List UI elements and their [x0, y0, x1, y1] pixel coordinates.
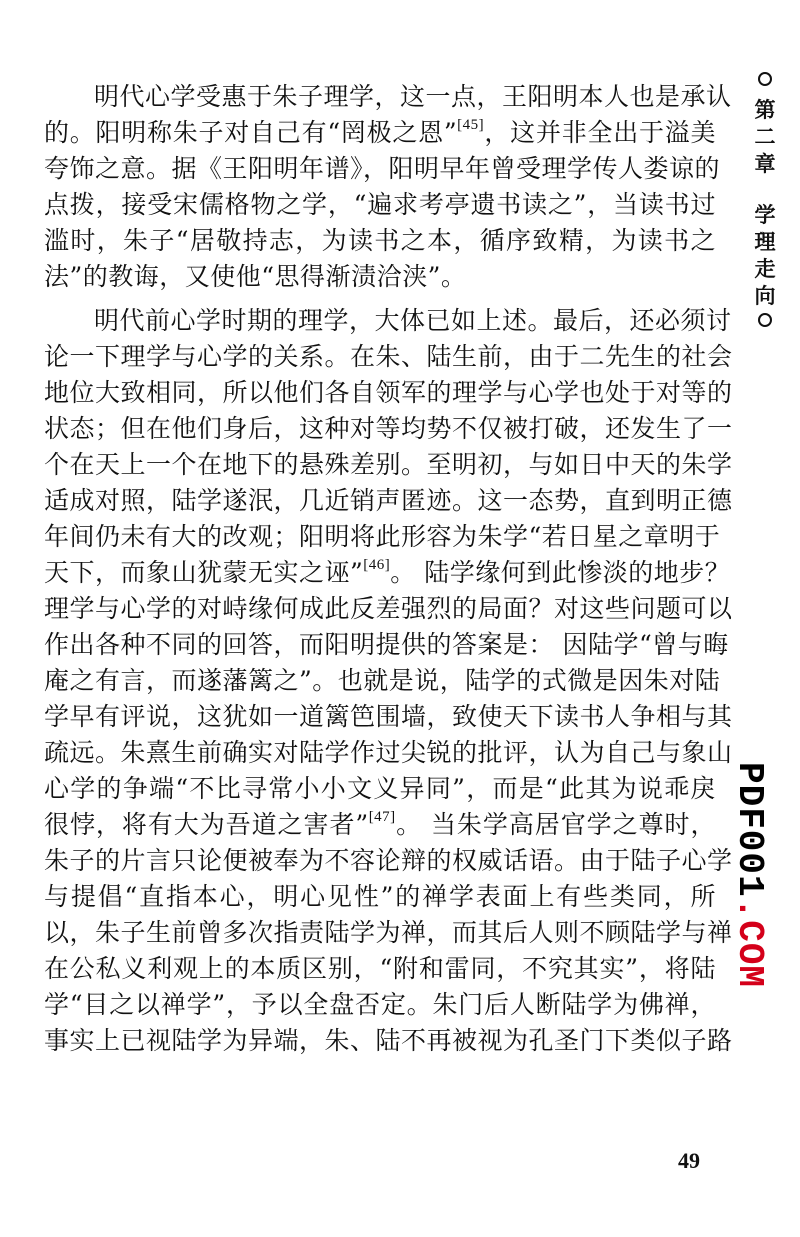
text-line: 年间仍未有大的改观；阳明将此形容为朱学“若日星之章明于 — [44, 522, 721, 551]
text-line: 作出各种不同的回答，而阳明提供的答案是： 因陆学“曾与晦 — [44, 630, 729, 659]
text-line: 个在天上一个在地下的悬殊差别。至明初，与如日中天的朱学 — [44, 450, 733, 479]
text-line: 点拨，接受宋儒格物之学，“遍求考亭遗书读之”，当读书过 — [44, 190, 716, 219]
text-line: 明代前心学时期的理学，大体已如上述。最后，还必须讨 — [94, 306, 732, 335]
text-line: 明代心学受惠于朱子理学，这一点，王阳明本人也是承认 — [94, 82, 732, 111]
footnote-ref: [47] — [368, 808, 396, 825]
text-line: 庵之有言，而遂藩篱之”。也就是说，陆学的式微是因朱对陆 — [44, 666, 721, 695]
text-line: 心学的争端“不比寻常小小文义异同”，而是“此其为说乖戾 — [44, 774, 716, 803]
text-line: 朱子的片言只论便被奉为不容论辩的权威话语。由于陆子心学 — [44, 846, 733, 875]
text-line: 理学与心学的对峙缘何成此反差强烈的局面？对这些问题可以 — [44, 594, 733, 623]
text-line: 与提倡“直指本心，明心见性”的禅学表面上有些类同，所 — [44, 882, 716, 911]
text-line: 适成对照，陆学遂泯，几近销声匿迹。这一态势，直到明正德 — [44, 486, 733, 515]
text-line: 状态；但在他们身后，这种对等均势不仅被打破，还发生了一 — [44, 414, 733, 443]
text-line: 天下，而象山犹蒙无实之诬”[46]。 陆学缘何到此惨淡的地步？ — [44, 556, 731, 587]
text-line: 滥时，朱子“居敬持志，为读书之本，循序致精，为读书之 — [44, 226, 716, 255]
circle-bullet-icon — [758, 313, 772, 327]
text-line: 地位大致相同，所以他们各自领军的理学与心学也处于对等的 — [44, 378, 733, 407]
text-line: 在公私义利观上的本质区别，“附和雷同，不究其实”，将陆 — [44, 954, 716, 983]
text-line: 的。阳明称朱子对自己有“罔极之恩”[45]，这并非全出于溢美 — [44, 116, 716, 147]
text-line: 以，朱子生前曾多次指责陆学为禅，而其后人则不顾陆学与禅 — [44, 918, 733, 947]
text-line: 疏远。朱熹生前确实对陆学作过尖锐的批评，认为自己与象山 — [44, 738, 733, 767]
watermark: PDF001.COM — [729, 762, 770, 989]
text-line: 事实上已视陆学为异端，朱、陆不再被视为孔圣门下类似子路 — [44, 1026, 733, 1055]
text-line: 论一下理学与心学的关系。在朱、陆生前，由于二先生的社会 — [44, 342, 733, 371]
text-line: 很悖，将有大为吾道之害者”[47]。 当朱学高居官学之尊时， — [44, 808, 716, 839]
text-line: 法”的教诲，又使他“思得渐渍洽浃”。 — [44, 262, 467, 291]
footnote-ref: [46] — [363, 556, 391, 573]
text-line: 学“目之以禅学”，予以全盘否定。朱门后人断陆学为佛禅， — [44, 990, 716, 1019]
circle-bullet-icon — [758, 72, 772, 86]
text-line: 学早有评说，这犹如一道篱笆围墙，致使天下读书人争相与其 — [44, 702, 733, 731]
chapter-side-label: 第 二 章 学 理 走 向 — [750, 68, 780, 337]
text-line: 夸饰之意。据《王阳明年谱》，阳明早年曾受理学传人娄谅的 — [44, 154, 721, 183]
footnote-ref: [45] — [457, 116, 485, 133]
page-number: 49 — [678, 1148, 700, 1173]
